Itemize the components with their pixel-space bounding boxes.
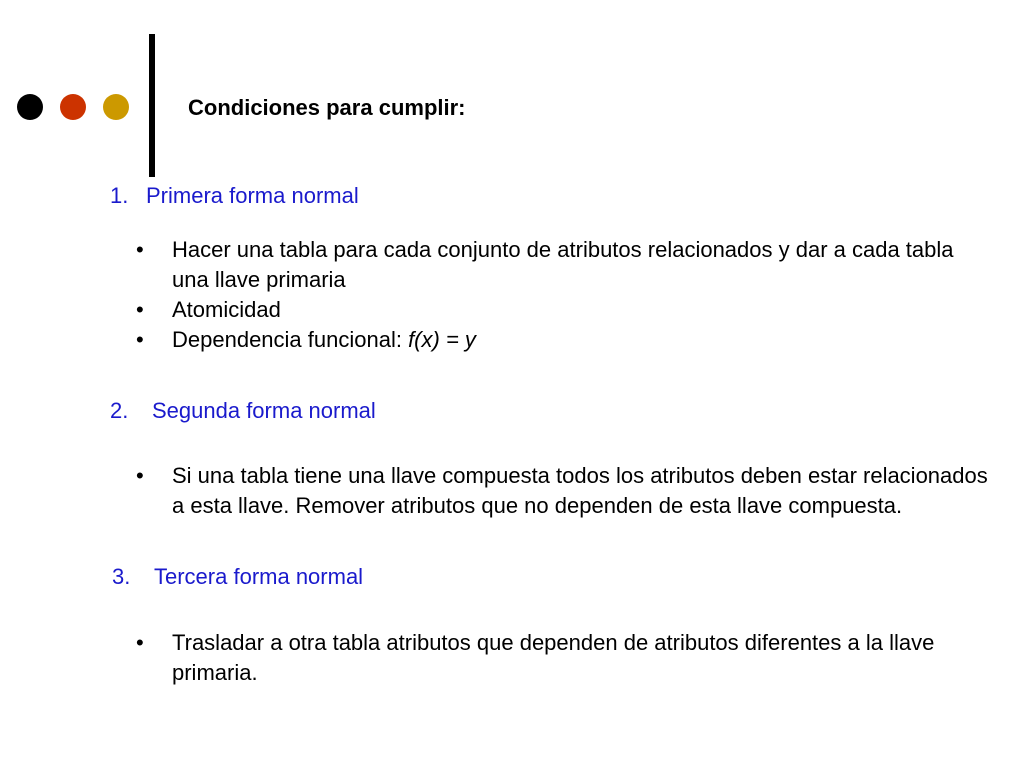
- section-heading-3: [112, 563, 363, 591]
- bullet-text: Atomicidad: [172, 297, 281, 322]
- section-3-bullets: [136, 628, 986, 688]
- bullet-glyph: •: [136, 630, 144, 655]
- decorative-dot-red: [60, 94, 86, 120]
- bullet-glyph: •: [136, 297, 144, 322]
- section-title: Segunda forma normal: [152, 398, 376, 423]
- section-2-bullets: [136, 461, 996, 521]
- list-item: [136, 235, 976, 295]
- list-item: [136, 628, 986, 688]
- bullet-text: Trasladar a otra tabla atributos que dependen de atributos diferentes a la llave primaria.: [172, 630, 935, 685]
- decorative-dot-gold: [103, 94, 129, 120]
- section-1-bullets: [136, 235, 976, 355]
- vertical-divider: [149, 34, 155, 177]
- slide-title: Condiciones para cumplir:: [188, 95, 466, 120]
- section-title: Tercera forma normal: [154, 564, 364, 589]
- bullet-glyph: •: [136, 327, 144, 352]
- section-heading-2: [110, 397, 376, 425]
- bullet-text: Si una tabla tiene una llave compuesta todos los atributos deben estar relacionados a esta llave. Remover atributos que no dependen de esta llave compuesta.: [172, 463, 988, 518]
- section-title: Primera forma normal: [146, 183, 359, 208]
- section-number: 3.: [112, 564, 131, 589]
- bullet-text-prefix: Dependencia funcional:: [172, 327, 409, 352]
- section-heading-1: [110, 182, 359, 210]
- list-item: [136, 325, 976, 355]
- list-item: [136, 461, 996, 521]
- bullet-text: Hacer una tabla para cada conjunto de atributos relacionados y dar a cada tabla una llave primaria: [172, 237, 954, 292]
- formula: f(x) = y: [408, 327, 476, 352]
- bullet-glyph: •: [136, 463, 144, 488]
- decorative-dot-black: [17, 94, 43, 120]
- section-number: 1.: [110, 183, 129, 208]
- bullet-glyph: •: [136, 237, 144, 262]
- section-number: 2.: [110, 398, 129, 423]
- list-item: [136, 295, 976, 325]
